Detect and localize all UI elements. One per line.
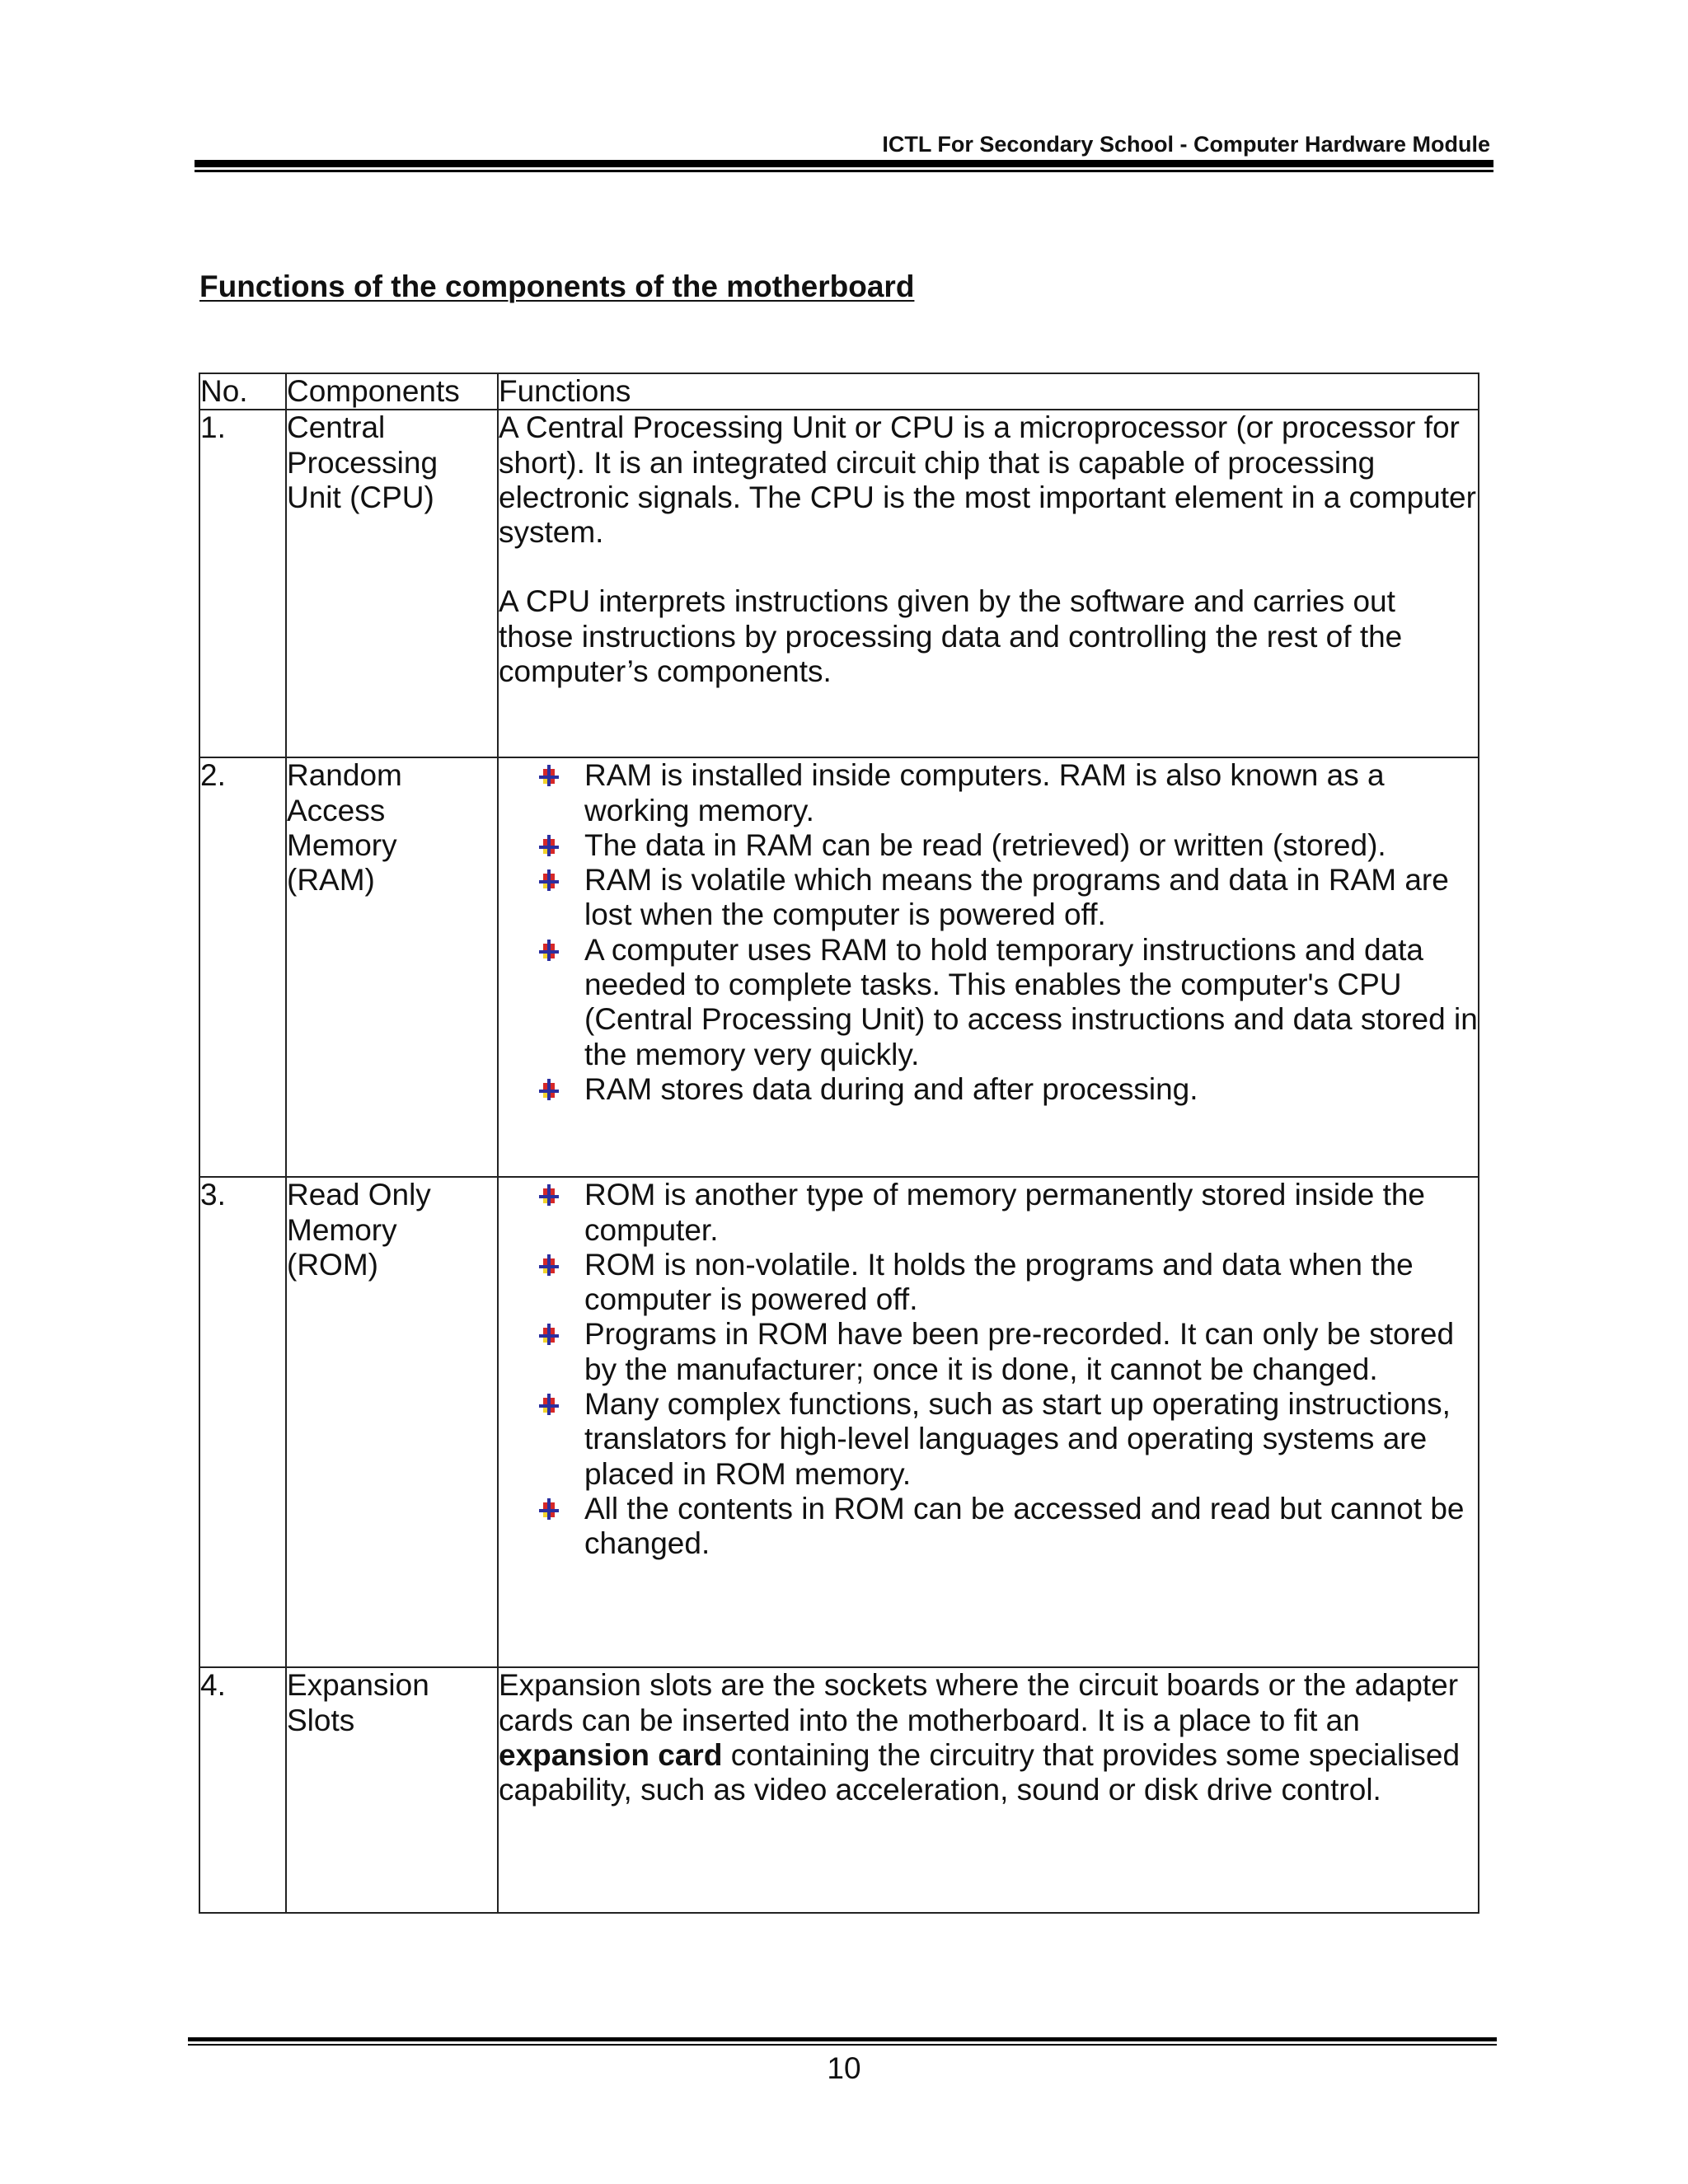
list-item: All the contents in ROM can be accessed and read but cannot be changed. xyxy=(584,1492,1478,1562)
ram-bullet-list xyxy=(499,758,1478,1107)
row-number: 1. xyxy=(199,410,286,757)
push-pin-bullet-icon xyxy=(538,1394,560,1415)
row-number: 3. xyxy=(199,1177,286,1667)
list-item: RAM stores data during and after processing. xyxy=(584,1072,1478,1107)
push-pin-bullet-icon xyxy=(538,1184,560,1206)
column-header-functions: Functions xyxy=(498,373,1479,410)
component-name xyxy=(286,757,498,1177)
function-description xyxy=(498,1667,1479,1913)
component-name-line: (RAM) xyxy=(287,863,375,898)
list-item: RAM is installed inside computers. RAM is also known as a working memory. xyxy=(584,758,1478,828)
component-name-line: Slots xyxy=(287,1703,355,1737)
list-item: Many complex functions, such as start up operating instructions, translators for high-level languages and operating systems are placed in ROM memory. xyxy=(584,1387,1478,1492)
push-pin-bullet-icon xyxy=(538,1324,560,1345)
push-pin-bullet-icon xyxy=(538,1254,560,1276)
page-number: 10 xyxy=(827,2051,861,2085)
push-pin-bullet-icon xyxy=(538,940,560,961)
component-name xyxy=(286,1177,498,1667)
column-header-no: No. xyxy=(199,373,286,410)
push-pin-bullet-icon xyxy=(538,1079,560,1100)
table-row xyxy=(199,410,1479,757)
component-name-line: Central xyxy=(287,410,386,445)
component-name-line: Random xyxy=(287,758,402,793)
cpu-paragraph: A CPU interprets instructions given by the software and carries out those instructions by processing data and controlling the rest of the computer’s components. xyxy=(499,584,1403,689)
footer-rule-thin xyxy=(188,2044,1497,2046)
component-name-line: Read Only xyxy=(287,1178,431,1212)
table-row xyxy=(199,1667,1479,1913)
list-item: Programs in ROM have been pre-recorded. It can only be stored by the manufacturer; once it is done, it cannot be changed. xyxy=(584,1317,1478,1387)
header-rule-thin xyxy=(195,170,1493,172)
component-name-line: Processing xyxy=(287,445,438,480)
list-item: ROM is non-volatile. It holds the programs and data when the computer is powered off. xyxy=(584,1248,1478,1318)
component-name-line: Unit (CPU) xyxy=(287,480,434,514)
functions-table xyxy=(199,373,1479,1914)
table-row xyxy=(199,757,1479,1177)
rom-bullet-list xyxy=(499,1178,1478,1561)
header-rule-thick xyxy=(195,160,1493,167)
cpu-paragraph: A Central Processing Unit or CPU is a microprocessor (or processor for short). It is an integrated circuit chip that is capable of processing electronic signals. The CPU is the most important element in a computer system. xyxy=(499,410,1476,550)
list-item: ROM is another type of memory permanently stored inside the computer. xyxy=(584,1178,1478,1248)
component-name-line: Memory xyxy=(287,827,397,862)
table-header-row xyxy=(199,373,1479,410)
function-description xyxy=(498,1177,1479,1667)
footer-rule-thick xyxy=(188,2037,1497,2041)
list-item: A computer uses RAM to hold temporary instructions and data needed to complete tasks. This enables the computer's CPU (Central Processing Unit) to access instructions and data stored in the memory very quickly. xyxy=(584,933,1478,1072)
component-name xyxy=(286,1667,498,1913)
push-pin-bullet-icon xyxy=(538,835,560,856)
expansion-paragraph: Expansion slots are the sockets where the circuit boards or the adapter cards can be inserted into the motherboard. It is a place to fit an expansion card containing the circuitry that provides some specialised capability, such as video acceleration, sound or disk drive control. xyxy=(499,1668,1461,1807)
component-name-line: (ROM) xyxy=(287,1247,378,1282)
component-name-line: Expansion xyxy=(287,1668,429,1703)
row-number: 2. xyxy=(199,757,286,1177)
push-pin-bullet-icon xyxy=(538,869,560,891)
section-title: Functions of the components of the motherboard xyxy=(199,269,915,303)
running-header: ICTL For Secondary School - Computer Hardware Module xyxy=(882,132,1490,157)
column-header-components: Components xyxy=(286,373,498,410)
list-item: The data in RAM can be read (retrieved) or written (stored). xyxy=(584,828,1478,863)
table-row xyxy=(199,1177,1479,1667)
push-pin-bullet-icon xyxy=(538,1498,560,1520)
function-description xyxy=(498,757,1479,1177)
push-pin-bullet-icon xyxy=(538,765,560,786)
component-name-line: Access xyxy=(287,793,386,827)
component-name-line: Memory xyxy=(287,1212,397,1247)
expansion-card-term: expansion card xyxy=(499,1737,723,1772)
row-number: 4. xyxy=(199,1667,286,1913)
list-item: RAM is volatile which means the programs and data in RAM are lost when the computer is powered off. xyxy=(584,863,1478,933)
function-description xyxy=(498,410,1479,757)
component-name xyxy=(286,410,498,757)
